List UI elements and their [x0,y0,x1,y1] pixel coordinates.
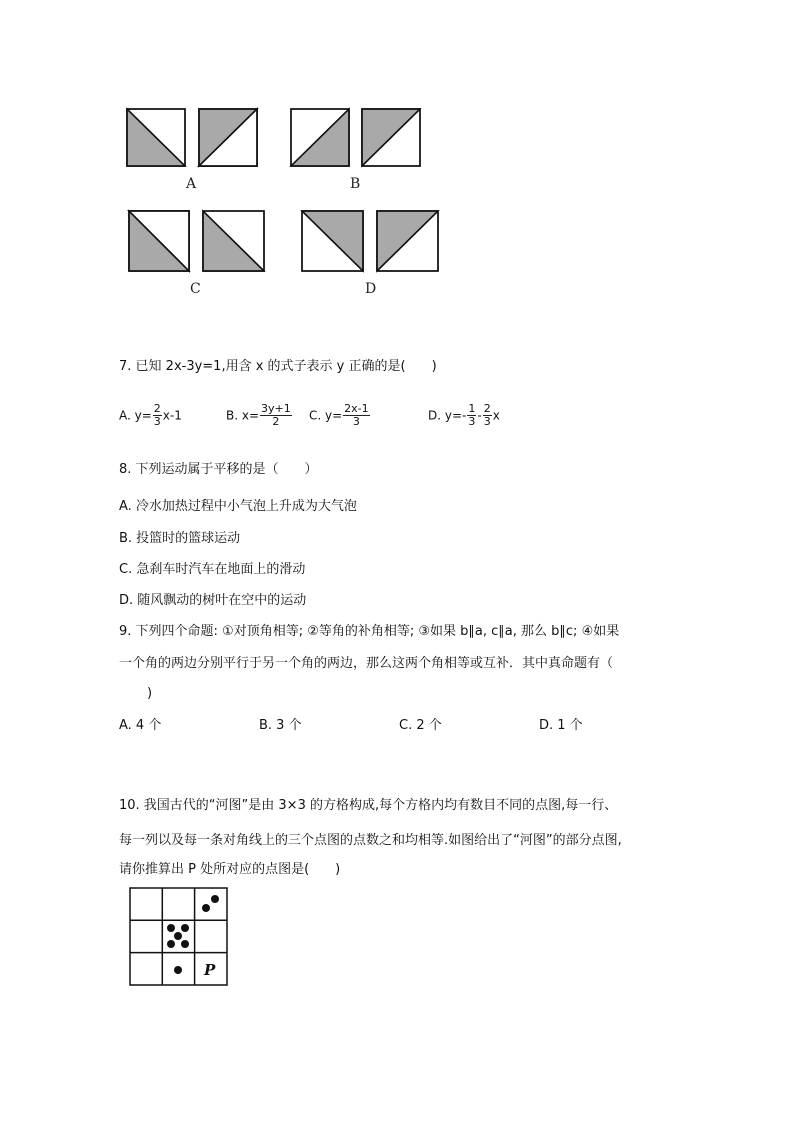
dot [211,895,219,903]
option-b-square-right [362,109,420,166]
option-c-square-right [203,211,264,271]
q9-option-d: D. 1 个 [539,718,583,733]
q6-label-d: D [365,281,377,297]
q9-line-1: 9. 下列四个命题: ①对顶角相等; ②等角的补角相等; ③如果 b∥a, c∥a, 那么 b∥c; ④如果 [119,624,620,639]
option-b-square-left [291,109,349,166]
q8-stem: 8. 下列运动属于平移的是（ ） [119,462,318,477]
q7-stem: 7. 已知 2x-3y=1,用含 x 的式子表示 y 正确的是( ) [119,359,437,374]
q7-option-b: B. x= $\frac{3y+1}{2}$ [226,402,291,428]
q6-figure [120,100,450,300]
q7-b-fraction: $\frac{3y+1}{2}$ [261,402,291,428]
q9-option-a: A. 4 个 [119,718,162,733]
q10-line-1: 10. 我国古代的“河图”是由 3×3 的方格构成,每个方格内均有数目不同的点图,每一行、 [119,798,618,813]
q10-line-2: 每一列以及每一条对角线上的三个点图的点数之和均相等.如图给出了“河图”的部分点图, [119,833,622,848]
q7-option-a: A. y= $\frac{2}{3}$ x-1 [119,402,182,428]
q8-option-b: B. 投篮时的篮球运动 [119,531,241,546]
dot [181,924,189,932]
q8-option-c: C. 急刹车时汽车在地面上的滑动 [119,562,306,577]
q7-option-c: C. y= $\frac{2x-1}{3}$ [309,402,369,428]
option-d-square-left [302,211,363,271]
dot [202,904,210,912]
dot [174,966,182,974]
q6-label-a: A [186,176,197,192]
dot [174,932,182,940]
option-a-square-right [199,109,257,166]
q6-label-b: B [350,176,361,192]
q7-option-d: D. y=- $\frac{1}{3}$ - $\frac{2}{3}$ x [428,402,500,428]
q7-a-fraction: $\frac{2}{3}$ [153,402,161,428]
dot [167,924,175,932]
q8-option-a: A. 冷水加热过程中小气泡上升成为大气泡 [119,499,357,514]
option-a-square-left [127,109,185,166]
q9-line-2: 一个角的两边分别平行于另一个角的两边，那么这两个角相等或互补．其中真命题有（ [119,656,614,671]
hetu-grid-figure [128,886,230,988]
q9-option-c: C. 2 个 [399,718,442,733]
option-c-square-left [129,211,189,271]
option-d-square-right [377,211,438,271]
grid-p-label: P [204,961,216,979]
dot [167,940,175,948]
dot [181,940,189,948]
q7-d-fraction-1: $\frac{1}{3}$ [468,402,476,428]
q7-c-fraction: $\frac{2x-1}{3}$ [344,402,369,428]
q8-option-d: D. 随风飘动的树叶在空中的运动 [119,593,307,608]
q10-line-3: 请你推算出 P 处所对应的点图是( ) [119,862,341,877]
q9-line-3: ) [147,686,153,701]
q9-option-b: B. 3 个 [259,718,302,733]
q7-d-fraction-2: $\frac{2}{3}$ [483,402,491,428]
q6-label-c: C [190,281,201,297]
